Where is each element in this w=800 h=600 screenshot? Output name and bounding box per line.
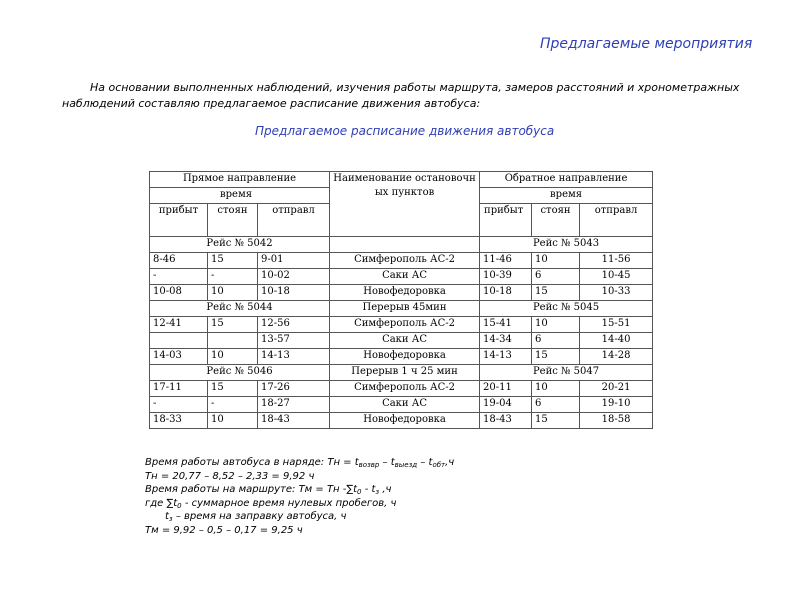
header-backward-time: время	[480, 188, 653, 204]
header-backward-arrive: прибыт	[480, 204, 532, 237]
break-label: Перерыв 45мин	[330, 301, 480, 317]
note-text: ,ч	[379, 484, 392, 495]
note-subscript: выезд	[394, 461, 418, 469]
backward-depart-cell: 10-45	[580, 269, 653, 285]
stop-name-cell: Симферополь АС-2	[330, 253, 480, 269]
header-backward-stand: стоян	[532, 204, 580, 237]
forward-stand-cell: 15	[208, 381, 258, 397]
forward-stand-cell	[208, 333, 258, 349]
forward-arrive-cell: -	[150, 397, 208, 413]
note-text: ,ч	[445, 457, 455, 468]
forward-arrive-cell: 18-33	[150, 413, 208, 429]
forward-arrive-cell: 8-46	[150, 253, 208, 269]
intro-paragraph: На основании выполненных наблюдений, изучения работы маршрута, замеров расстояний и хронометражных наблюдений составляю предлагаемое расписание движения автобуса:	[62, 81, 740, 110]
stop-name-cell: Саки АС	[330, 397, 480, 413]
notes-block	[145, 456, 454, 537]
note-text: - t	[361, 484, 376, 495]
backward-arrive-cell: 19-04	[480, 397, 532, 413]
forward-arrive-cell: 10-08	[150, 285, 208, 301]
note-line-2: Тн = 20,77 – 8,52 – 2,33 = 9,92 ч	[145, 470, 315, 482]
table-row	[150, 317, 653, 333]
header-forward: Прямое направление	[150, 172, 330, 188]
note-text: t	[165, 511, 169, 522]
table-row	[150, 349, 653, 365]
table-row	[150, 333, 653, 349]
forward-stand-cell: -	[208, 269, 258, 285]
forward-depart-cell: 10-02	[258, 269, 330, 285]
note-line-1	[145, 456, 454, 470]
stop-name-cell: Новофедоровка	[330, 413, 480, 429]
backward-stand-cell: 6	[532, 333, 580, 349]
table-row	[150, 381, 653, 397]
backward-arrive-cell: 10-18	[480, 285, 532, 301]
backward-arrive-cell: 10-39	[480, 269, 532, 285]
forward-stand-cell: 10	[208, 349, 258, 365]
backward-arrive-cell: 15-41	[480, 317, 532, 333]
forward-arrive-cell: 17-11	[150, 381, 208, 397]
note-line-6: Тм = 9,92 – 0,5 – 0,17 = 9,25 ч	[145, 524, 303, 536]
note-subscript: 0	[177, 501, 182, 510]
backward-arrive-cell: 14-13	[480, 349, 532, 365]
stop-name-cell: Новофедоровка	[330, 285, 480, 301]
note-line-5	[145, 510, 454, 524]
backward-depart-cell: 19-10	[580, 397, 653, 413]
forward-depart-cell: 12-56	[258, 317, 330, 333]
forward-stand-cell: 10	[208, 413, 258, 429]
note-subscript: з	[375, 488, 380, 496]
backward-stand-cell: 6	[532, 269, 580, 285]
break-label: Перерыв 1 ч 25 мин	[330, 365, 480, 381]
section-row	[150, 365, 653, 381]
header-forward-time: время	[150, 188, 330, 204]
trip-label-forward: Рейс № 5042	[150, 237, 330, 253]
backward-depart-cell: 14-40	[580, 333, 653, 349]
forward-stand-cell: -	[208, 397, 258, 413]
forward-depart-cell: 10-18	[258, 285, 330, 301]
section-row	[150, 237, 653, 253]
note-line-4	[145, 497, 454, 511]
trip-label-backward: Рейс № 5047	[480, 365, 653, 381]
forward-stand-cell: 10	[208, 285, 258, 301]
note-text: – время на заправку автобуса, ч	[172, 511, 347, 522]
section-row	[150, 301, 653, 317]
forward-depart-cell: 18-43	[258, 413, 330, 429]
forward-arrive-cell: 12-41	[150, 317, 208, 333]
note-subscript: обт	[432, 461, 446, 469]
backward-depart-cell: 18-58	[580, 413, 653, 429]
note-text: Время работы на маршруте: Тм = Тн -∑t	[145, 484, 358, 495]
backward-arrive-cell: 11-46	[480, 253, 532, 269]
header-backward: Обратное направление	[480, 172, 653, 188]
forward-depart-cell: 18-27	[258, 397, 330, 413]
backward-stand-cell: 15	[532, 413, 580, 429]
backward-arrive-cell: 18-43	[480, 413, 532, 429]
stop-name-cell: Саки АС	[330, 333, 480, 349]
forward-depart-cell: 14-13	[258, 349, 330, 365]
stop-name-cell: Саки АС	[330, 269, 480, 285]
note-text: где ∑t	[145, 497, 178, 509]
table-row	[150, 285, 653, 301]
table-row	[150, 269, 653, 285]
schedule-subtitle: Предлагаемое расписание движения автобуса	[255, 124, 555, 138]
table-row	[150, 413, 653, 429]
backward-depart-cell: 14-28	[580, 349, 653, 365]
header-stops: Наименование остановочных пунктов	[330, 172, 480, 237]
trip-label-forward: Рейс № 5046	[150, 365, 330, 381]
note-text: Время работы автобуса в наряде: Тн = t	[145, 457, 359, 468]
backward-arrive-cell: 20-11	[480, 381, 532, 397]
note-subscript: 0	[357, 488, 362, 496]
forward-depart-cell: 13-57	[258, 333, 330, 349]
backward-depart-cell: 10-33	[580, 285, 653, 301]
break-label	[330, 237, 480, 253]
backward-arrive-cell: 14-34	[480, 333, 532, 349]
note-subscript: возвр	[358, 461, 380, 469]
backward-stand-cell: 6	[532, 397, 580, 413]
note-text: – t	[417, 457, 433, 468]
schedule-table	[149, 171, 653, 429]
note-text: - суммарное время нулевых пробегов, ч	[181, 497, 397, 509]
backward-depart-cell: 20-21	[580, 381, 653, 397]
backward-stand-cell: 10	[532, 317, 580, 333]
trip-label-backward: Рейс № 5043	[480, 237, 653, 253]
trip-label-forward: Рейс № 5044	[150, 301, 330, 317]
trip-label-backward: Рейс № 5045	[480, 301, 653, 317]
header-row-direction	[150, 172, 653, 188]
header-backward-depart: отправл	[580, 204, 653, 237]
forward-arrive-cell: 14-03	[150, 349, 208, 365]
stop-name-cell: Симферополь АС-2	[330, 317, 480, 333]
table-row	[150, 253, 653, 269]
stop-name-cell: Новофедоровка	[330, 349, 480, 365]
backward-stand-cell: 15	[532, 285, 580, 301]
note-line-3	[145, 483, 454, 497]
backward-stand-cell: 15	[532, 349, 580, 365]
header-forward-stand: стоян	[208, 204, 258, 237]
forward-stand-cell: 15	[208, 317, 258, 333]
stop-name-cell: Симферополь АС-2	[330, 381, 480, 397]
forward-stand-cell: 15	[208, 253, 258, 269]
header-forward-arrive: прибыт	[150, 204, 208, 237]
forward-arrive-cell: -	[150, 269, 208, 285]
forward-depart-cell: 9-01	[258, 253, 330, 269]
backward-depart-cell: 11-56	[580, 253, 653, 269]
backward-stand-cell: 10	[532, 381, 580, 397]
note-subscript: з	[168, 515, 173, 523]
forward-arrive-cell	[150, 333, 208, 349]
table-row	[150, 397, 653, 413]
forward-depart-cell: 17-26	[258, 381, 330, 397]
page-title: Предлагаемые мероприятия	[540, 36, 753, 52]
header-forward-depart: отправл	[258, 204, 330, 237]
backward-stand-cell: 10	[532, 253, 580, 269]
backward-depart-cell: 15-51	[580, 317, 653, 333]
note-text: – t	[379, 457, 395, 468]
